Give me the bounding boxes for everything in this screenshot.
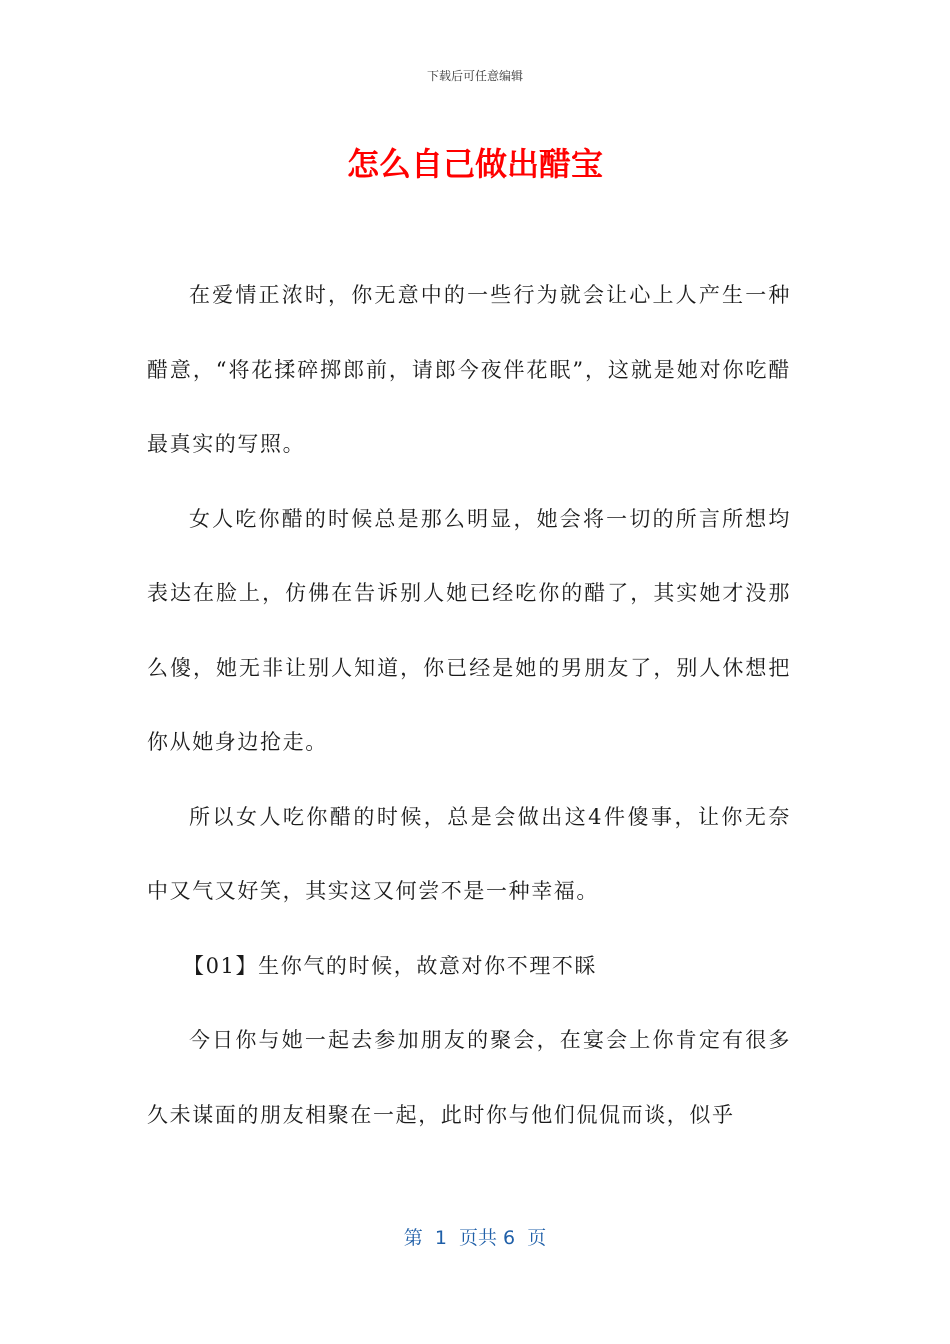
page-header-note: 下载后可任意编辑 bbox=[426, 69, 523, 83]
paragraph-4: 今日你与她一起去参加朋友的聚会，在宴会上你肯定有很多久未谋面的朋友相聚在一起，此时你与他们侃侃而谈，似乎 bbox=[147, 1028, 791, 1127]
paragraph-3: 所以女人吃你醋的时候，总是会做出这4件傻事，让你无奈中又气又好笑，其实这又何尝不是一种幸福。 bbox=[147, 804, 791, 903]
document-title: 怎么自己做出醋宝 bbox=[346, 145, 603, 183]
paragraph-1: 在爱情正浓时，你无意中的一些行为就会让心上人产生一种醋意，“将花揉碎掷郎前，请郎今夜伴花眠”，这就是她对你吃醋最真实的写照。 bbox=[147, 283, 791, 456]
page-number-footer: 第 1 页共 6 页 bbox=[403, 1227, 547, 1249]
document-body bbox=[147, 258, 791, 1152]
section-heading-01: 【01】生你气的时候，故意对你不理不睬 bbox=[183, 953, 598, 978]
paragraph-2: 女人吃你醋的时候总是那么明显，她会将一切的所言所想均表达在脸上，仿佛在告诉别人她已经吃你的醋了，其实她才没那么傻，她无非让别人知道，你已经是她的男朋友了，别人休想把你从她身边抢走。 bbox=[147, 506, 791, 754]
